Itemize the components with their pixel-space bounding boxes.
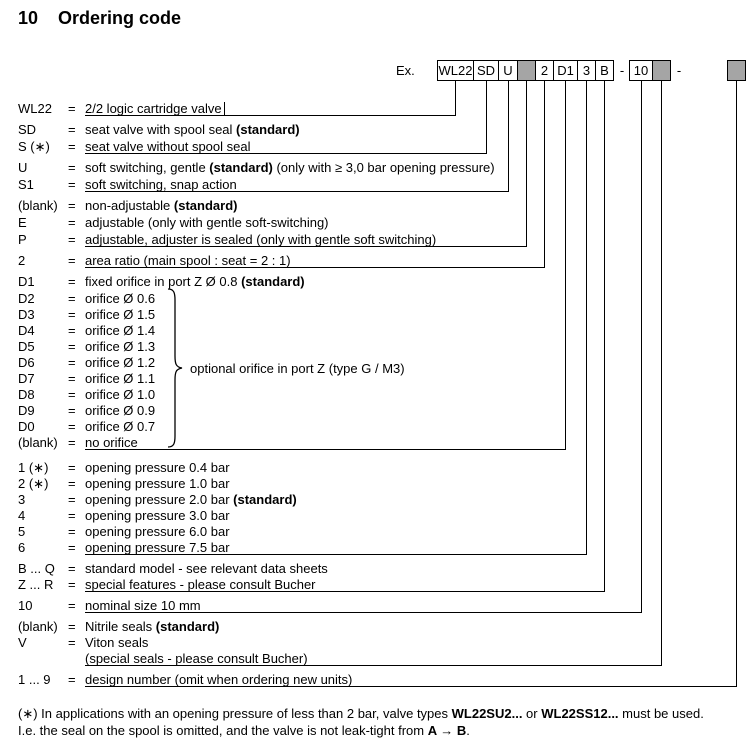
desc-text: seat valve without spool seal — [85, 139, 251, 154]
equals-sign: = — [68, 253, 76, 268]
footnote-text: or — [522, 706, 542, 721]
row-description — [85, 160, 495, 175]
connector-vline — [544, 81, 545, 267]
row-description — [85, 274, 305, 289]
equals-sign: = — [68, 403, 76, 418]
desc-text: orifice Ø 0.9 — [85, 403, 156, 418]
footnote-valve-type: WL22SU2... — [451, 706, 523, 721]
row-description — [85, 371, 155, 386]
equals-sign: = — [68, 307, 76, 322]
desc-text: orifice Ø 1.1 — [85, 371, 156, 386]
desc-text: opening pressure 7.5 bar — [85, 540, 230, 555]
footnote-text: . — [466, 723, 470, 738]
desc-text: soft switching, gentle — [85, 160, 210, 175]
row-description — [85, 619, 219, 634]
desc-text: adjustable (only with gentle soft-switching) — [85, 215, 329, 230]
desc-text: (special seals - please consult Bucher) — [85, 651, 308, 666]
equals-sign: = — [68, 419, 76, 434]
desc-text: adjustable, adjuster is sealed (only with gentle soft switching) — [85, 232, 437, 247]
row-code: (blank) — [18, 198, 58, 213]
equals-sign: = — [68, 274, 76, 289]
row-code: 1 (∗) — [18, 460, 49, 475]
desc-bold: (standard) — [173, 198, 238, 213]
equals-sign: = — [68, 598, 76, 613]
desc-text: no orifice — [85, 435, 138, 450]
text-cursor — [224, 102, 225, 115]
row-code: 10 — [18, 598, 33, 613]
orifice-group-brace — [166, 288, 184, 448]
equals-sign: = — [68, 476, 76, 491]
desc-text: design number (omit when ordering new units) — [85, 672, 353, 687]
row-code: S (∗) — [18, 139, 50, 154]
desc-bold: (standard) — [155, 619, 220, 634]
footnote-text: (∗) In applications with an opening pressure of less than 2 bar, valve types — [18, 706, 452, 721]
row-code: S1 — [18, 177, 34, 192]
equals-sign: = — [68, 387, 76, 402]
equals-sign: = — [68, 435, 76, 450]
desc-text: non-adjustable — [85, 198, 174, 213]
connector-vline — [586, 81, 587, 554]
orifice-group-label: optional orifice in port Z (type G / M3) — [190, 361, 405, 376]
footnote-line-1 — [18, 706, 704, 722]
row-code: (blank) — [18, 619, 58, 634]
desc-text: soft switching, snap action — [85, 177, 237, 192]
connector-vline — [486, 81, 487, 153]
row-description — [85, 651, 308, 666]
row-description — [85, 403, 155, 418]
row-code: D7 — [18, 371, 35, 386]
row-description — [85, 253, 291, 268]
row-description — [85, 672, 352, 687]
connector-vline — [565, 81, 566, 449]
equals-sign: = — [68, 524, 76, 539]
row-code: D8 — [18, 387, 35, 402]
row-code: D5 — [18, 339, 35, 354]
row-description — [85, 635, 148, 650]
row-description — [85, 122, 300, 137]
row-description — [85, 215, 329, 230]
footnote-line-2 — [18, 723, 470, 738]
connector-vline — [604, 81, 605, 591]
connector-vline — [736, 81, 737, 686]
desc-text: seat valve with spool seal — [85, 122, 237, 137]
row-description — [85, 460, 230, 475]
row-description — [85, 232, 436, 247]
desc-text: nominal size 10 mm — [85, 598, 201, 613]
row-code: WL22 — [18, 101, 52, 116]
row-description — [85, 508, 230, 523]
code-dash-1: - — [619, 63, 625, 78]
code-box-wl22: WL22 — [437, 60, 474, 81]
code-box-placeholder-1 — [517, 60, 536, 81]
desc-text: orifice Ø 0.7 — [85, 419, 156, 434]
desc-text: Nitrile seals — [85, 619, 156, 634]
desc-text: fixed orifice in port Z Ø 0.8 — [85, 274, 242, 289]
row-description — [85, 577, 316, 592]
equals-sign: = — [68, 619, 76, 634]
row-description — [85, 355, 155, 370]
row-code: SD — [18, 122, 37, 137]
equals-sign: = — [68, 492, 76, 507]
equals-sign: = — [68, 339, 76, 354]
desc-text: area ratio (main spool : seat = 2 : 1) — [85, 253, 291, 268]
row-description — [85, 492, 297, 507]
row-code: D1 — [18, 274, 35, 289]
desc-text: Viton seals — [85, 635, 149, 650]
desc-text: opening pressure 6.0 bar — [85, 524, 230, 539]
equals-sign: = — [68, 122, 76, 137]
footnote-text: I.e. the seal on the spool is omitted, and the valve is not leak-tight from — [18, 723, 428, 738]
row-code: Z ... R — [18, 577, 54, 592]
row-code: V — [18, 635, 27, 650]
equals-sign: = — [68, 561, 76, 576]
row-code: E — [18, 215, 27, 230]
equals-sign: = — [68, 460, 76, 475]
code-box-b: B — [595, 60, 614, 81]
equals-sign: = — [68, 540, 76, 555]
row-description — [85, 476, 230, 491]
section-number: 10 — [18, 8, 39, 28]
code-box-u: U — [498, 60, 518, 81]
row-code: B ... Q — [18, 561, 55, 576]
row-description — [85, 561, 328, 576]
equals-sign: = — [68, 215, 76, 230]
equals-sign: = — [68, 508, 76, 523]
row-code: U — [18, 160, 28, 175]
desc-text: opening pressure 1.0 bar — [85, 476, 230, 491]
row-code: 2 — [18, 253, 26, 268]
row-code: D4 — [18, 323, 35, 338]
desc-bold: (standard) — [236, 122, 300, 137]
desc-text: (only with ≥ 3,0 bar opening pressure) — [272, 160, 495, 175]
code-box-2: 2 — [535, 60, 554, 81]
row-description — [85, 598, 201, 613]
row-code: D0 — [18, 419, 35, 434]
desc-text: opening pressure 0.4 bar — [85, 460, 230, 475]
row-description — [85, 291, 155, 306]
equals-sign: = — [68, 635, 76, 650]
code-box-placeholder-2 — [652, 60, 671, 81]
equals-sign: = — [68, 232, 76, 247]
connector-vline — [526, 81, 527, 246]
desc-text: opening pressure 3.0 bar — [85, 508, 230, 523]
row-code: 4 — [18, 508, 26, 523]
desc-text: orifice Ø 0.6 — [85, 291, 156, 306]
row-code: D6 — [18, 355, 35, 370]
connector-vline — [455, 81, 456, 115]
row-description — [85, 524, 230, 539]
code-box-placeholder-3 — [727, 60, 746, 81]
equals-sign: = — [68, 672, 76, 687]
desc-bold: (standard) — [241, 274, 305, 289]
row-code: 6 — [18, 540, 26, 555]
equals-sign: = — [68, 323, 76, 338]
code-box-3: 3 — [577, 60, 596, 81]
equals-sign: = — [68, 139, 76, 154]
equals-sign: = — [68, 355, 76, 370]
footnote-ports: A → B — [427, 723, 467, 738]
equals-sign: = — [68, 371, 76, 386]
row-description — [85, 387, 155, 402]
row-code: D2 — [18, 291, 35, 306]
desc-text: orifice Ø 1.2 — [85, 355, 156, 370]
row-description — [85, 339, 155, 354]
row-description — [85, 323, 155, 338]
row-description — [85, 101, 225, 116]
row-code: D9 — [18, 403, 35, 418]
desc-text: 2/2 logic cartridge valve — [85, 101, 222, 116]
row-code: (blank) — [18, 435, 58, 450]
row-code: 5 — [18, 524, 26, 539]
connector-vline — [661, 81, 662, 665]
equals-sign: = — [68, 101, 76, 116]
equals-sign: = — [68, 577, 76, 592]
equals-sign: = — [68, 160, 76, 175]
row-code: P — [18, 232, 27, 247]
row-description — [85, 435, 138, 450]
connector-underline — [85, 449, 566, 450]
row-description — [85, 198, 237, 213]
desc-text: orifice Ø 1.3 — [85, 339, 156, 354]
desc-bold: (standard) — [209, 160, 273, 175]
desc-text: orifice Ø 1.0 — [85, 387, 156, 402]
example-label: Ex. — [396, 63, 415, 78]
connector-vline — [508, 81, 509, 191]
row-code: 3 — [18, 492, 26, 507]
equals-sign: = — [68, 177, 76, 192]
page-title: Ordering code — [58, 8, 182, 28]
row-description — [85, 177, 237, 192]
row-description — [85, 419, 155, 434]
desc-text: orifice Ø 1.4 — [85, 323, 156, 338]
row-description — [85, 307, 155, 322]
equals-sign: = — [68, 198, 76, 213]
code-dash-2: - — [676, 63, 682, 78]
row-description — [85, 540, 230, 555]
desc-text: special features - please consult Bucher — [85, 577, 316, 592]
desc-text: orifice Ø 1.5 — [85, 307, 156, 322]
desc-text: standard model - see relevant data sheets — [85, 561, 328, 576]
code-box-d1: D1 — [553, 60, 578, 81]
desc-text: opening pressure 2.0 bar — [85, 492, 234, 507]
desc-bold: (standard) — [233, 492, 297, 507]
footnote-valve-type: WL22SS12... — [541, 706, 619, 721]
equals-sign: = — [68, 291, 76, 306]
row-code: D3 — [18, 307, 35, 322]
row-code: 2 (∗) — [18, 476, 49, 491]
code-box-10: 10 — [629, 60, 653, 81]
row-description — [85, 139, 250, 154]
footnote-text: must be used. — [618, 706, 704, 721]
code-box-sd: SD — [473, 60, 499, 81]
connector-vline — [641, 81, 642, 612]
row-code: 1 ... 9 — [18, 672, 51, 687]
